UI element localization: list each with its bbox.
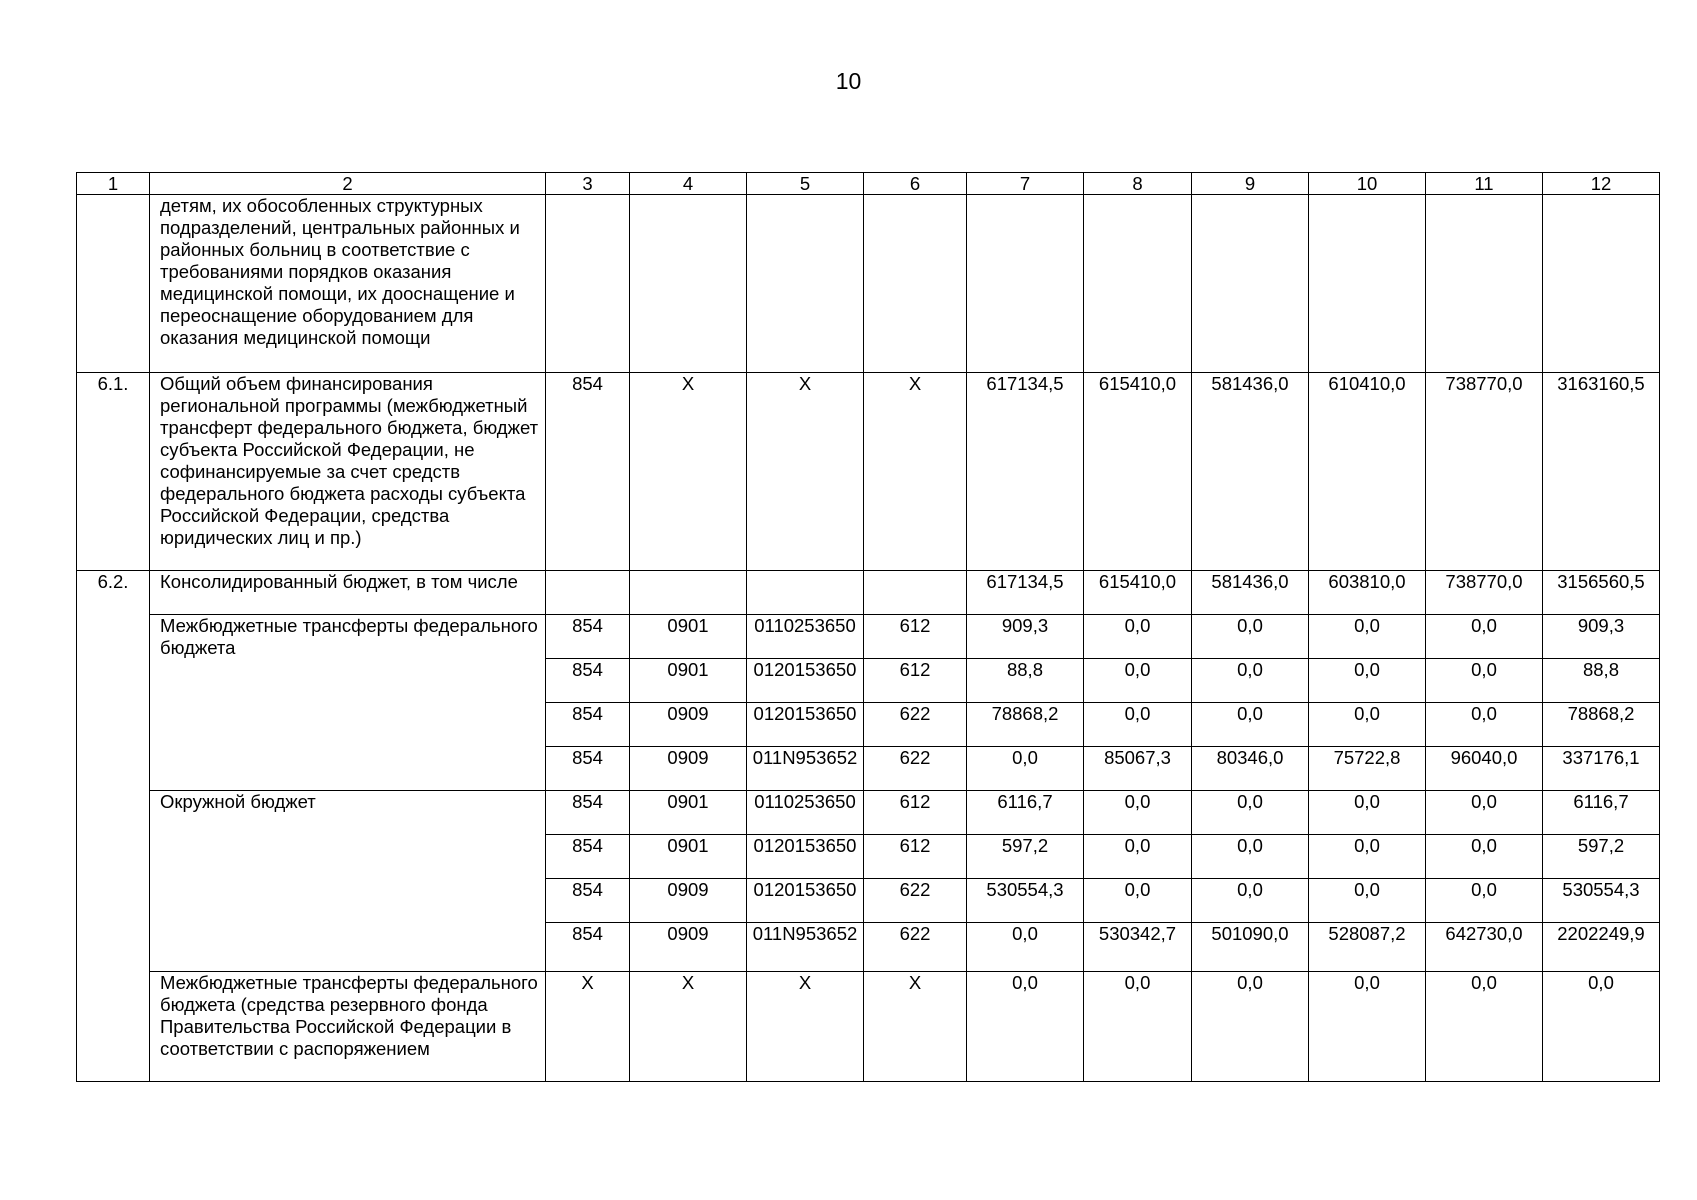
table-cell: 581436,0 bbox=[1192, 373, 1309, 571]
table-cell: 854 bbox=[546, 791, 630, 835]
table-cell: 0,0 bbox=[1192, 659, 1309, 703]
budget-table bbox=[76, 172, 1660, 1082]
row-description: Консолидированный бюджет, в том числе bbox=[150, 571, 546, 615]
table-cell: 3156560,5 bbox=[1543, 571, 1660, 615]
table-cell: 0,0 bbox=[1426, 791, 1543, 835]
table-row bbox=[77, 373, 1660, 571]
table-cell: 78868,2 bbox=[967, 703, 1084, 747]
table-cell: 0,0 bbox=[1309, 615, 1426, 659]
table-cell: 0,0 bbox=[1309, 879, 1426, 923]
table-cell bbox=[546, 571, 630, 615]
table-cell: 0,0 bbox=[1309, 791, 1426, 835]
table-cell: 0,0 bbox=[1426, 879, 1543, 923]
table-cell: 854 bbox=[546, 923, 630, 972]
table-cell: 597,2 bbox=[1543, 835, 1660, 879]
table-row bbox=[77, 972, 1660, 1082]
column-header: 4 bbox=[630, 173, 747, 195]
table-cell: 0,0 bbox=[1192, 615, 1309, 659]
row-number: 6.1. bbox=[77, 373, 150, 571]
table-cell: 0,0 bbox=[1084, 791, 1192, 835]
column-header: 12 bbox=[1543, 173, 1660, 195]
table-cell: 0,0 bbox=[1426, 659, 1543, 703]
table-cell: 738770,0 bbox=[1426, 571, 1543, 615]
table-cell bbox=[546, 195, 630, 373]
table-row bbox=[77, 791, 1660, 835]
table-cell bbox=[864, 195, 967, 373]
table-cell: 854 bbox=[546, 747, 630, 791]
table-cell: 0,0 bbox=[1192, 879, 1309, 923]
table-cell: 011N953652 bbox=[747, 923, 864, 972]
column-header: 8 bbox=[1084, 173, 1192, 195]
table-cell: 0901 bbox=[630, 659, 747, 703]
table-cell: 6116,7 bbox=[967, 791, 1084, 835]
table-cell: 854 bbox=[546, 373, 630, 571]
table-cell bbox=[747, 195, 864, 373]
table-cell: 0,0 bbox=[1309, 659, 1426, 703]
table-cell: 854 bbox=[546, 835, 630, 879]
table-cell: 622 bbox=[864, 747, 967, 791]
row-number: 6.2. bbox=[77, 571, 150, 1082]
table-cell: 0,0 bbox=[1084, 972, 1192, 1082]
table-cell bbox=[1426, 195, 1543, 373]
table-cell: 0,0 bbox=[1084, 879, 1192, 923]
table-cell: 0901 bbox=[630, 615, 747, 659]
table-cell: 3163160,5 bbox=[1543, 373, 1660, 571]
table-cell: Х bbox=[546, 972, 630, 1082]
table-cell: 0,0 bbox=[1192, 791, 1309, 835]
table-cell: 0110253650 bbox=[747, 615, 864, 659]
column-header: 2 bbox=[150, 173, 546, 195]
table-cell: 501090,0 bbox=[1192, 923, 1309, 972]
table-cell bbox=[1309, 195, 1426, 373]
column-header: 7 bbox=[967, 173, 1084, 195]
table-cell bbox=[1543, 195, 1660, 373]
table-cell: 622 bbox=[864, 703, 967, 747]
row-number bbox=[77, 195, 150, 373]
table-cell: 0,0 bbox=[1426, 835, 1543, 879]
table-cell: 612 bbox=[864, 659, 967, 703]
table-cell: 738770,0 bbox=[1426, 373, 1543, 571]
table-cell: 0120153650 bbox=[747, 659, 864, 703]
table-cell: 0,0 bbox=[1192, 972, 1309, 1082]
table-cell: 530342,7 bbox=[1084, 923, 1192, 972]
table-cell: 622 bbox=[864, 879, 967, 923]
table-cell: 337176,1 bbox=[1543, 747, 1660, 791]
table-cell bbox=[630, 195, 747, 373]
table-cell: 0120153650 bbox=[747, 703, 864, 747]
table-cell: 75722,8 bbox=[1309, 747, 1426, 791]
column-header: 11 bbox=[1426, 173, 1543, 195]
table-row bbox=[77, 571, 1660, 615]
table-cell: 642730,0 bbox=[1426, 923, 1543, 972]
table-cell: 0,0 bbox=[1543, 972, 1660, 1082]
table-cell: 615410,0 bbox=[1084, 571, 1192, 615]
table-cell: 0,0 bbox=[1426, 972, 1543, 1082]
table-cell: 854 bbox=[546, 659, 630, 703]
table-cell: 530554,3 bbox=[967, 879, 1084, 923]
table-cell: 622 bbox=[864, 923, 967, 972]
table-cell: 617134,5 bbox=[967, 571, 1084, 615]
table-cell: 0,0 bbox=[1309, 703, 1426, 747]
table-cell: 0,0 bbox=[967, 747, 1084, 791]
table-cell: 78868,2 bbox=[1543, 703, 1660, 747]
column-header: 9 bbox=[1192, 173, 1309, 195]
table-cell: 0120153650 bbox=[747, 835, 864, 879]
table-cell: 96040,0 bbox=[1426, 747, 1543, 791]
table-cell: 530554,3 bbox=[1543, 879, 1660, 923]
table-cell: 0909 bbox=[630, 747, 747, 791]
table-cell: 85067,3 bbox=[1084, 747, 1192, 791]
table-cell: Х bbox=[630, 373, 747, 571]
table-cell: 0,0 bbox=[1192, 835, 1309, 879]
table-row bbox=[77, 195, 1660, 373]
table-cell: 909,3 bbox=[967, 615, 1084, 659]
table-cell: 854 bbox=[546, 615, 630, 659]
table-cell: 528087,2 bbox=[1309, 923, 1426, 972]
table-cell bbox=[630, 571, 747, 615]
column-header: 5 bbox=[747, 173, 864, 195]
row-description: Межбюджетные трансферты федерального бюджета (средства резервного фонда Правительства Российской Федерации в соответствии с распоряжением bbox=[150, 972, 546, 1082]
table-cell: 615410,0 bbox=[1084, 373, 1192, 571]
column-header: 3 bbox=[546, 173, 630, 195]
table-cell: 0,0 bbox=[1309, 835, 1426, 879]
row-description: детям, их обособленных структурных подразделений, центральных районных и районных больниц в соответствие с требованиями порядков оказания медицинской помощи, их дооснащение и переоснащение оборудованием для оказания медицинской помощи bbox=[150, 195, 546, 373]
table-cell: 0909 bbox=[630, 879, 747, 923]
table-cell: 612 bbox=[864, 835, 967, 879]
table-cell: Х bbox=[747, 972, 864, 1082]
page-number: 10 bbox=[835, 68, 862, 94]
table-cell: 80346,0 bbox=[1192, 747, 1309, 791]
table-cell: 854 bbox=[546, 879, 630, 923]
table-cell bbox=[967, 195, 1084, 373]
table-cell bbox=[747, 571, 864, 615]
table-cell: 610410,0 bbox=[1309, 373, 1426, 571]
table-cell: 597,2 bbox=[967, 835, 1084, 879]
table-cell: 88,8 bbox=[1543, 659, 1660, 703]
table-row bbox=[77, 615, 1660, 659]
table-cell: 0,0 bbox=[1309, 972, 1426, 1082]
table-cell: 612 bbox=[864, 615, 967, 659]
table-cell: 0,0 bbox=[967, 972, 1084, 1082]
table-cell bbox=[864, 571, 967, 615]
table-header-row bbox=[77, 173, 1660, 195]
table-cell: 0,0 bbox=[1084, 615, 1192, 659]
group-label: Окружной бюджет bbox=[150, 791, 546, 972]
table-cell bbox=[1084, 195, 1192, 373]
table-cell: 909,3 bbox=[1543, 615, 1660, 659]
table-cell: 617134,5 bbox=[967, 373, 1084, 571]
table-cell: 603810,0 bbox=[1309, 571, 1426, 615]
table-cell: 581436,0 bbox=[1192, 571, 1309, 615]
column-header: 6 bbox=[864, 173, 967, 195]
table-cell: 88,8 bbox=[967, 659, 1084, 703]
table-cell: 0,0 bbox=[1084, 659, 1192, 703]
table-cell: 0901 bbox=[630, 835, 747, 879]
table-cell: Х bbox=[747, 373, 864, 571]
group-label: Межбюджетные трансферты федерального бюджета bbox=[150, 615, 546, 791]
table-cell: 0,0 bbox=[1084, 703, 1192, 747]
table-cell: Х bbox=[864, 972, 967, 1082]
table-cell bbox=[1192, 195, 1309, 373]
row-description: Общий объем финансирования региональной программы (межбюджетный трансферт федерального бюджета, бюджет субъекта Российской Федерации, не софинансируемые за счет средств федерального бюджета расходы субъекта Российской Федерации, средства юридических лиц и пр.) bbox=[150, 373, 546, 571]
table-cell: 0,0 bbox=[1426, 615, 1543, 659]
table-cell: 0909 bbox=[630, 923, 747, 972]
table-cell: Х bbox=[630, 972, 747, 1082]
column-header: 1 bbox=[77, 173, 150, 195]
table-cell: Х bbox=[864, 373, 967, 571]
table-cell: 0110253650 bbox=[747, 791, 864, 835]
table-cell: 0,0 bbox=[967, 923, 1084, 972]
table-cell: 854 bbox=[546, 703, 630, 747]
table-cell: 0,0 bbox=[1426, 703, 1543, 747]
table-cell: 0,0 bbox=[1084, 835, 1192, 879]
table-cell: 011N953652 bbox=[747, 747, 864, 791]
table-cell: 2202249,9 bbox=[1543, 923, 1660, 972]
column-header: 10 bbox=[1309, 173, 1426, 195]
table-cell: 0120153650 bbox=[747, 879, 864, 923]
table-cell: 6116,7 bbox=[1543, 791, 1660, 835]
table-cell: 0901 bbox=[630, 791, 747, 835]
table-cell: 0,0 bbox=[1192, 703, 1309, 747]
table-cell: 0909 bbox=[630, 703, 747, 747]
table-cell: 612 bbox=[864, 791, 967, 835]
